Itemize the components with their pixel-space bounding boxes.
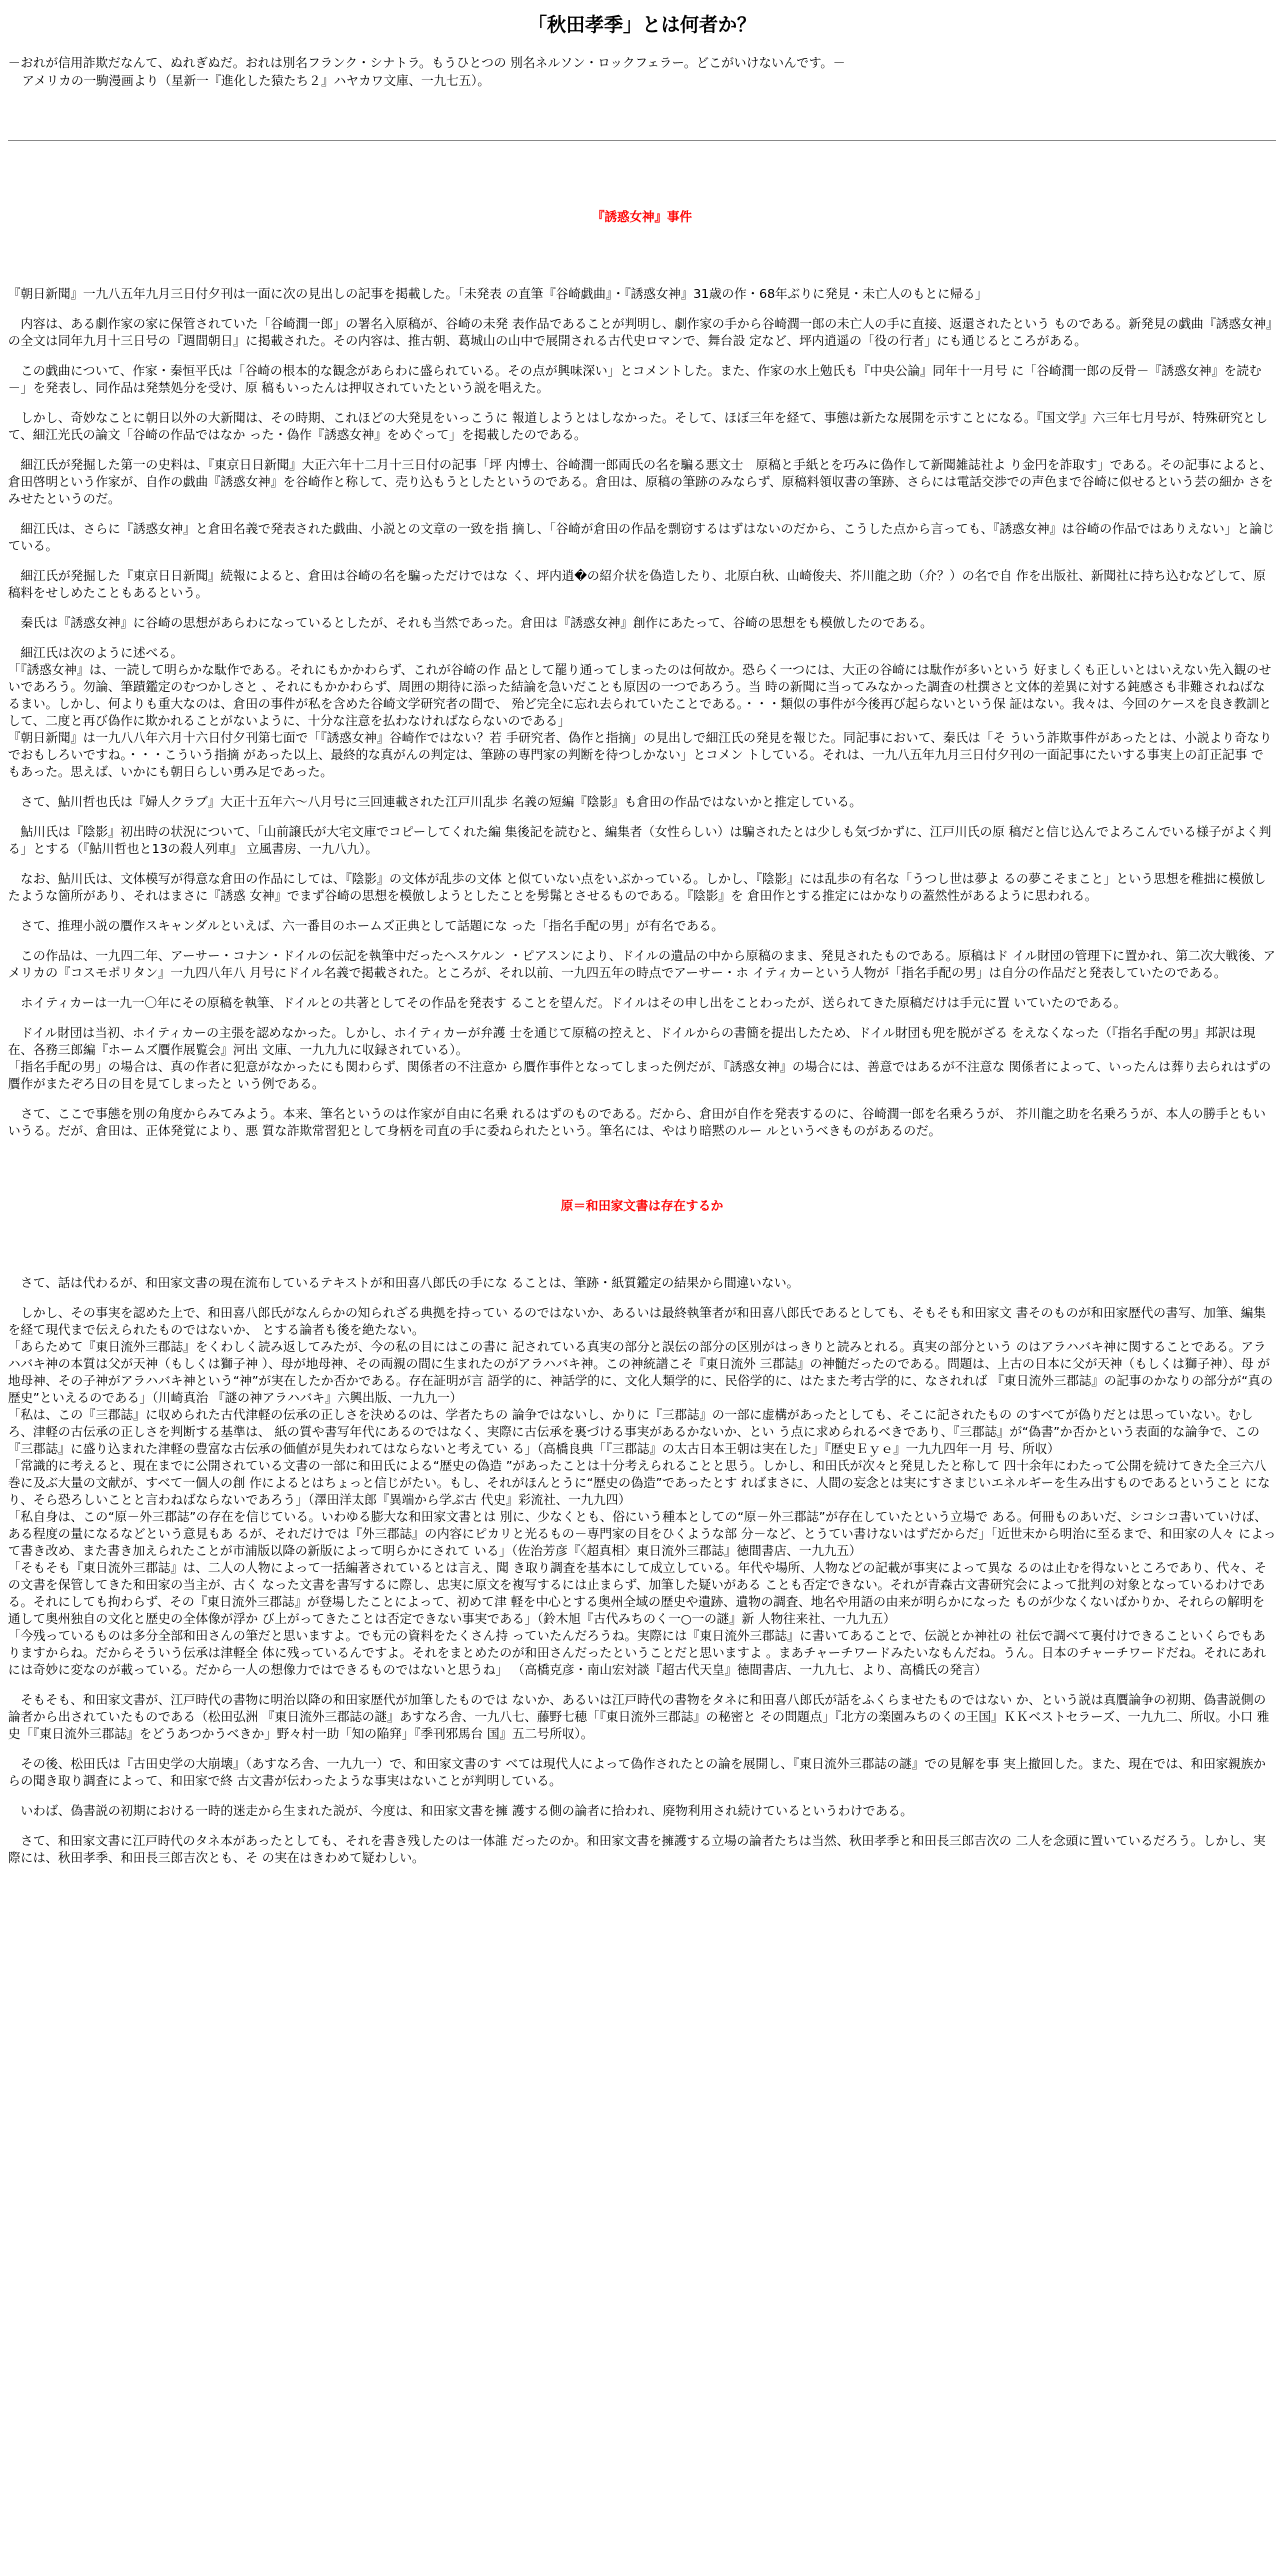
epigraph-source: アメリカの一駒漫画より（星新一『進化した猿たち２』ハヤカワ文庫、一九七五）。 bbox=[22, 73, 490, 88]
section-wadake-monjo bbox=[8, 1274, 1276, 1866]
paragraph: しかし、奇妙なことに朝日以外の大新聞は、その時期、これほどの大発見をいっこうに 報道しようとはしなかった。そして、ほぼ三年を経て、事態は新たな展開を示すことになる。『国文学』六三年七月号が、特殊研究として、細江光氏の論文「谷崎の作品ではなか った・偽作『誘惑女神』をめぐって」を掲載したのである。 bbox=[8, 410, 1268, 442]
block-quote: 「あらためて『東日流外三郡誌』をくわしく読み返してみたが、今の私の目にはこの書に 記されている真実の部分と誤伝の部分の区別がはっきりと読みとれる。真実の部分という のはアラハバキ神に関することである。アラハバキ神の本質は父が天神（もしくは獅子神 ）、母が地母神、その両親の間に生まれたのがアラハバキ神。この神統譜こそ『東日流外 三郡誌』の神髄だったのである。問題は、上古の日本に父が天神（もしくは獅子神）、母 が地母神、その子神がアラハバキ神という“神”が実在したか否かである。存在証明が言 語学的に、神話学的に、文化人類学的に、民俗学的に、はたまた考古学的に、なされれば 『東日流外三郡誌』の記事のかなりの部分が“真の歴史”といえるのである」（川崎真治 『謎の神アラハバキ』六興出版、一九九一） bbox=[8, 1339, 1273, 1405]
paragraph: さて、ここで事態を別の角度からみてみよう。本来、筆名というのは作家が自由に名乗 れるはずのものである。だから、倉田が自作を発表するのに、谷崎潤一郎を名乗ろうが、 芥川龍之助を名乗ろうが、本人の勝手ともいいうる。だが、倉田は、正体発覚により、悪 質な詐欺常習犯として身柄を司直の手に委ねられたという。筆名には、やはり暗黙のルー ルというべきものがあるのだ。 bbox=[8, 1106, 1266, 1138]
section-title-yuwaku-megami: 『誘惑女神』事件 bbox=[591, 209, 692, 224]
epigraph-quote: －おれが信用詐欺だなんて、ぬれぎぬだ。おれは別名フランク・シナトラ。もうひとつの 別名ネルソン・ロックフェラー。どこがいけないんです。－ bbox=[8, 55, 846, 70]
paragraph: 細江氏が発掘した『東京日日新聞』続報によると、倉田は谷崎の名を騙っただけではな く、坪内逍�の紹介状を偽造したり、北原白秋、山崎俊夫、芥川龍之助（介？）の名で自 作を出版社、新聞社に持ち込むなどして、原稿料をせしめたこともあるという。 bbox=[8, 568, 1266, 600]
paragraph: 秦氏は『誘惑女神』に谷崎の思想があらわになっているとしたが、それも当然であった。倉田は『誘惑女神』創作にあたって、谷崎の思想をも模倣したのである。 bbox=[8, 615, 933, 630]
paragraph: そもそも、和田家文書が、江戸時代の書物に明治以降の和田家歴代が加筆したものでは ないか、あるいは江戸時代の書物をタネに和田喜八郎氏が話をふくらませたものではない か、という説は真贋論争の初期、偽書説側の論者から出されていたものである（松田弘洲 『東日流外三郡誌の謎』あすなろ舎、一九八七、藤野七穂「『東日流外三郡誌』の秘密と その問題点」『北方の楽園みちのくの王国』ＫＫベストセラーズ、一九九二、所収。小口 雅史「『東日流外三郡誌』をどうあつかうべきか」野々村一助「知の陥穽」『季刊邪馬台 国』五二号所収）。 bbox=[8, 1692, 1270, 1741]
page-title: 「秋田孝季」とは何者か？ bbox=[527, 14, 756, 36]
paragraph: 細江氏は、さらに『誘惑女神』と倉田名義で発表された戯曲、小説との文章の一致を指 摘し、「谷崎が倉田の作品を剽窃するはずはないのだから、こうした点から言っても、『誘惑女神』は谷崎の作品ではありえない」と論じている。 bbox=[8, 521, 1275, 553]
block-quote: 「私は、この『三郡誌』に収められた古代津軽の伝承の正しさを決めるのは、学者たちの 論争ではないし、かりに『三郡誌』の一部に虚構があったとしても、そこに記されたもの のすべてが偽りだとは思っていない。むしろ、津軽の古伝承の正しさを判断する基準は、 紙の質や書写年代にあるのではなく、実際に古伝承を裏づける事実があるかないか、とい う点に求められるべきであり、『三郡誌』が“偽書”か否かという表面的な論争で、この 『三郡誌』に盛り込まれた津軽の豊富な古伝承の価値が見失われてはならないと考えてい る」（高橋良典「『三郡誌』の太古日本王朝は実在した」『歴史Ｅｙｅ』一九九四年一月 号、所収） bbox=[8, 1407, 1260, 1456]
epigraph bbox=[8, 54, 1276, 90]
paragraph: 鮎川氏は『陰影』初出時の状況について、「山前譲氏が大宅文庫でコピーしてくれた編 集後記を読むと、編集者（女性らしい）は騙されたとは少しも気づかずに、江戸川氏の原 稿だと信じ込んでよろこんでいる様子がよく判る」とする（『鮎川哲也と13の殺人列車』 立風書房、一九八九）。 bbox=[8, 824, 1272, 856]
paragraph: この作品は、一九四二年、アーサー・コナン・ドイルの伝記を執筆中だったヘスケルン ・ピアスンにより、ドイルの遺品の中から原稿のまま、発見されたものである。原稿はド イル財団の管理下に置かれ、第二次大戦後、アメリカの『コスモポリタン』一九四八年八 月号にドイル名義で掲載された。ところが、それ以前、一九四五年の時点でアーサー・ホ イティカーという人物が「指名手配の男」は自分の作品だと発表していたのである。 bbox=[8, 948, 1276, 980]
paragraph: さて、鮎川哲也氏は『婦人クラブ』大正十五年六～八月号に三回連載された江戸川乱歩 名義の短編『陰影』も倉田の作品ではないかと推定している。 bbox=[8, 794, 862, 809]
paragraph: 『朝日新聞』一九八五年九月三日付夕刊は一面に次の見出しの記事を掲載した。「未発表 の直筆『谷崎戯曲』・『誘惑女神』31歳の作・68年ぶりに発見・未亡人のもとに帰る」 bbox=[8, 286, 988, 301]
block-quote: 『朝日新聞』は一九八八年六月十六日付夕刊第七面で「『誘惑女神』谷崎作ではない？若 手研究者、偽作と指摘」の見出しで細江氏の発見を報じた。同記事において、秦氏は「そ ういう詐欺事件があったとは、小説より奇なりでおもしろいですね。・・・こういう指摘 があった以上、最終的な真がんの判定は、筆跡の専門家の判断を待つしかない」とコメン トしている。それは、一九八五年九月三日付夕刊の一面記事にたいする事実上の訂正記事 でもあった。思えば、いかにも朝日らしい勇み足であった。 bbox=[8, 730, 1272, 779]
block-quote: 「私自身は、この“原－外三郡誌”の存在を信じている。いわゆる膨大な和田家文書とは 別に、少なくとも、俗にいう種本としての“原－外三郡誌”が存在していたという立場で ある。何冊ものあいだ、シコシコ書いていけば、ある程度の量になるなどという意見もあ るが、それだけでは『外三郡誌』の内容にピカリと光るもの－専門家の目をひくような部 分－など、とうてい書けないはずだからだ」「近世末から明治に至るまで、和田家の人々 によって書き改め、また書き加えられたことが市浦版以降の新版によって明らかにされて いる」（佐治芳彦『〈超真相〉東日流外三郡誌』徳間書店、一九九五） bbox=[8, 1509, 1276, 1558]
paragraph: しかし、その事実を認めた上で、和田喜八郎氏がなんらかの知られざる典拠を持ってい るのではないか、あるいは最終執筆者が和田喜八郎氏であるとしても、そもそも和田家文 書そのものが和田家歴代の書写、加筆、編集を経て現代まで伝えられたものではないか、 とする論者も後を絶たない。 bbox=[8, 1305, 1266, 1337]
divider bbox=[8, 140, 1276, 141]
block-quote: 「そもそも『東日流外三郡誌』は、二人の人物によって一括編著されているとは言え、聞 き取り調査を基本にして成立している。年代や場所、人物などの記載が事実によって異な るのは止むを得ないところであり、代々、その文書を保管してきた和田家の当主が、古く なった文書を書写するに際し、忠実に原文を複写するには止まらず、加筆した疑いがある ことも否定できない。それが青森古文書研究会によって批判の対象となっているわけであ る。それにしても拘わらず、その『東日流外三郡誌』が登場したことによって、初めて津 軽を中心とする奥州全域の歴史や遺跡、遺物の調査、地名や用語の由来が明らかになった ものが少なくないばかりか、それらの解明を通して奥州独自の文化と歴史の全体像が浮か び上がってきたことは否定できない事実である」（鈴木旭『古代みちのく一○一の謎』新 人物往来社、一九九五） bbox=[8, 1560, 1267, 1626]
quote-intro: 細江氏は次のように述べる。 bbox=[8, 645, 184, 660]
paragraph: ホイティカーは一九一〇年にその原稿を執筆、ドイルとの共著としてその作品を発表す ることを望んだ。ドイルはその申し出をことわったが、送られてきた原稿だけは手元に置 いていたのである。 bbox=[8, 995, 1127, 1010]
paragraph: さて、話は代わるが、和田家文書の現在流布しているテキストが和田喜八郎氏の手にな ることは、筆跡・紙質鑑定の結果から間違いない。 bbox=[8, 1275, 799, 1290]
paragraph: いわば、偽書説の初期における一時的迷走から生まれた説が、今度は、和田家文書を擁 護する側の論者に拾われ、廃物利用され続けているというわけである。 bbox=[8, 1803, 913, 1818]
paragraph: その後、松田氏は『古田史学の大崩壊』（あすなろ舎、一九九一）で、和田家文書のす べては現代人によって偽作されたとの論を展開し、『東日流外三郡誌の謎』での見解を事 実上撤回した。また、現在では、和田家親族からの聞き取り調査によって、和田家で終 古文書が伝わったような事実はないことが判明している。 bbox=[8, 1756, 1266, 1788]
paragraph: 細江氏が発掘した第一の史料は、『東京日日新聞』大正六年十二月十三日付の記事「坪 内博士、谷崎潤一郎両氏の名を騙る悪文士 原稿と手紙とを巧みに偽作して新聞雑誌社よ り金円を詐取す」である。その記事によると、倉田啓明という作家が、自作の戯曲『誘惑女神』を谷崎作と称して、売り込もうとしたというのである。倉田は、原稿の筆跡のみならず、原稿料領収書の筆跡、さらには電話交渉での声色まで谷崎に似せるという芸の細か さをみせたというのだ。 bbox=[8, 457, 1274, 506]
paragraph: さて、推理小説の贋作スキャンダルといえば、六一番目のホームズ正典として話題にな った「指名手配の男」が有名である。 bbox=[8, 918, 724, 933]
section-yuwaku-megami bbox=[8, 285, 1276, 1139]
block-quote: 「今残っているものは多分全部和田さんの筆だと思いますよ。でも元の資料をたくさん持 っていたんだろうね。実際には『東日流外三郡誌』に書いてあることで、伝説とか神社の 社伝で調べて裏付けできることいくらでもありますからね。だからそういう伝承は津軽全 体に残っているんですよ。それをまとめたのが和田さんだったということだと思いますよ 。まあチャーチワードみたいなもんだね。うん。日本のチャーチワードだね。それにあれ には奇妙に変なのが載っている。だから一人の想像力ではできるものではないと思うね」 （高橋克彦・南山宏対談『超古代天皇』徳間書店、一九九七、より、高橋氏の発言） bbox=[8, 1628, 1266, 1677]
paragraph: ドイル財団は当初、ホイティカーの主張を認めなかった。しかし、ホイティカーが弁護 士を通じて原稿の控えと、ドイルからの書簡を提出したため、ドイル財団も兜を脱がざる をえなくなった（『指名手配の男』邦訳は現在、各務三郎編『ホームズ贋作展覧会』河出 文庫、一九九九に収録されている）。 bbox=[8, 1025, 1256, 1057]
paragraph: さて、和田家文書に江戸時代のタネ本があったとしても、それを書き残したのは一体誰 だったのか。和田家文書を擁護する立場の論者たちは当然、秋田孝季と和田長三郎吉次の 二人を念頭に置いているだろう。しかし、実際には、秋田孝季、和田長三郎吉次とも、そ の実在はきわめて疑わしい。 bbox=[8, 1833, 1266, 1865]
section-title-wadake-monjo: 原＝和田家文書は存在するか bbox=[560, 1198, 724, 1213]
paragraph: この戯曲について、作家・秦恒平氏は「谷崎の根本的な観念があらわに盛られている。その点が興味深い」とコメントした。また、作家の水上勉氏も『中央公論』同年十一月号 に「谷崎潤一郎の反骨－『誘惑女神』を読む－」を発表し、同作品は発禁処分を受け、原 稿もいったんは押収されていたという説を唱えた。 bbox=[8, 363, 1262, 395]
block-quote: 「『誘惑女神』は、一読して明らかな駄作である。それにもかかわらず、これが谷崎の作 品として罷り通ってしまったのは何故か。恐らく一つには、大正の谷崎には駄作が多いという 好ましくも正しいとはいえない先入観のせいであろう。勿論、筆蹟鑑定のむつかしさと 、それにもかかわらず、周囲の期待に添った結論を急いだことも原因の一つであろう。当 時の新聞に当ってみなかった調査の杜撰さと文体的差異に対する鈍感さも非難されねばな るまい。しかし、何よりも重大なのは、倉田の事件が私を含めた谷崎文学研究者の間で、 殆ど完全に忘れ去られていたことである。・・・類似の事件が今後再び起らないという保 証はない。我々は、今回のケースを良き教訓として、二度と再び偽作に欺かれることがないように、十分な注意を払わなければならないのである」 bbox=[8, 662, 1272, 728]
paragraph: 「指名手配の男」の場合は、真の作者に犯意がなかったにも関わらず、関係者の不注意か ら贋作事件となってしまった例だが、『誘惑女神』の場合には、善意ではあるが不注意な 関係者によって、いったんは葬り去られはずの贋作がまたぞろ日の目を見てしまったと いう例である。 bbox=[8, 1059, 1271, 1091]
block-quote: 「常識的に考えると、現在までに公開されている文書の一部に和田氏による“歴史の偽造 ”があったことは十分考えられることと思う。しかし、和田氏が次々と発見したと称して 四十余年にわたって公開を続けてきた全三六八巻に及ぶ大量の文献が、すべて一個人の創 作によるとはちょっと信じがたい。もし、それがほんとうに“歴史の偽造”であったとす ればまさに、人間の妄念とは実にすさまじいエネルギーを生み出すものであるということ になり、そら恐ろしいことと言わねばならないであろう」（澤田洋太郎『異端から学ぶ古 代史』彩流社、一九九四） bbox=[8, 1458, 1271, 1507]
paragraph: 内容は、ある劇作家の家に保管されていた「谷崎潤一郎」の署名入原稿が、谷崎の未発 表作品であることが判明し、劇作家の手から谷崎潤一郎の未亡人の手に直接、返還されたという ものである。新発見の戯曲『誘惑女神』の全文は同年九月十三日号の『週間朝日』に掲載された。その内容は、推古朝、葛城山の山中で展開される古代史ロマンで、舞台設 定など、坪内逍遥の「役の行者」にも通じるところがある。 bbox=[8, 316, 1273, 348]
paragraph: なお、鮎川氏は、文体模写が得意な倉田の作品にしては、『陰影』の文体が乱歩の文体 と似ていない点をいぶかっている。しかし、『陰影』には乱歩の有名な「うつし世は夢よ るの夢こそまこと」という思想を稚拙に模倣したような箇所があり、それはまさに『誘惑 女神』でまず谷崎の思想を模倣しようとしたことを髣髴とさせるものである。『陰影』を 倉田作とする推定にはかなりの蓋然性があるように思われる。 bbox=[8, 871, 1266, 903]
